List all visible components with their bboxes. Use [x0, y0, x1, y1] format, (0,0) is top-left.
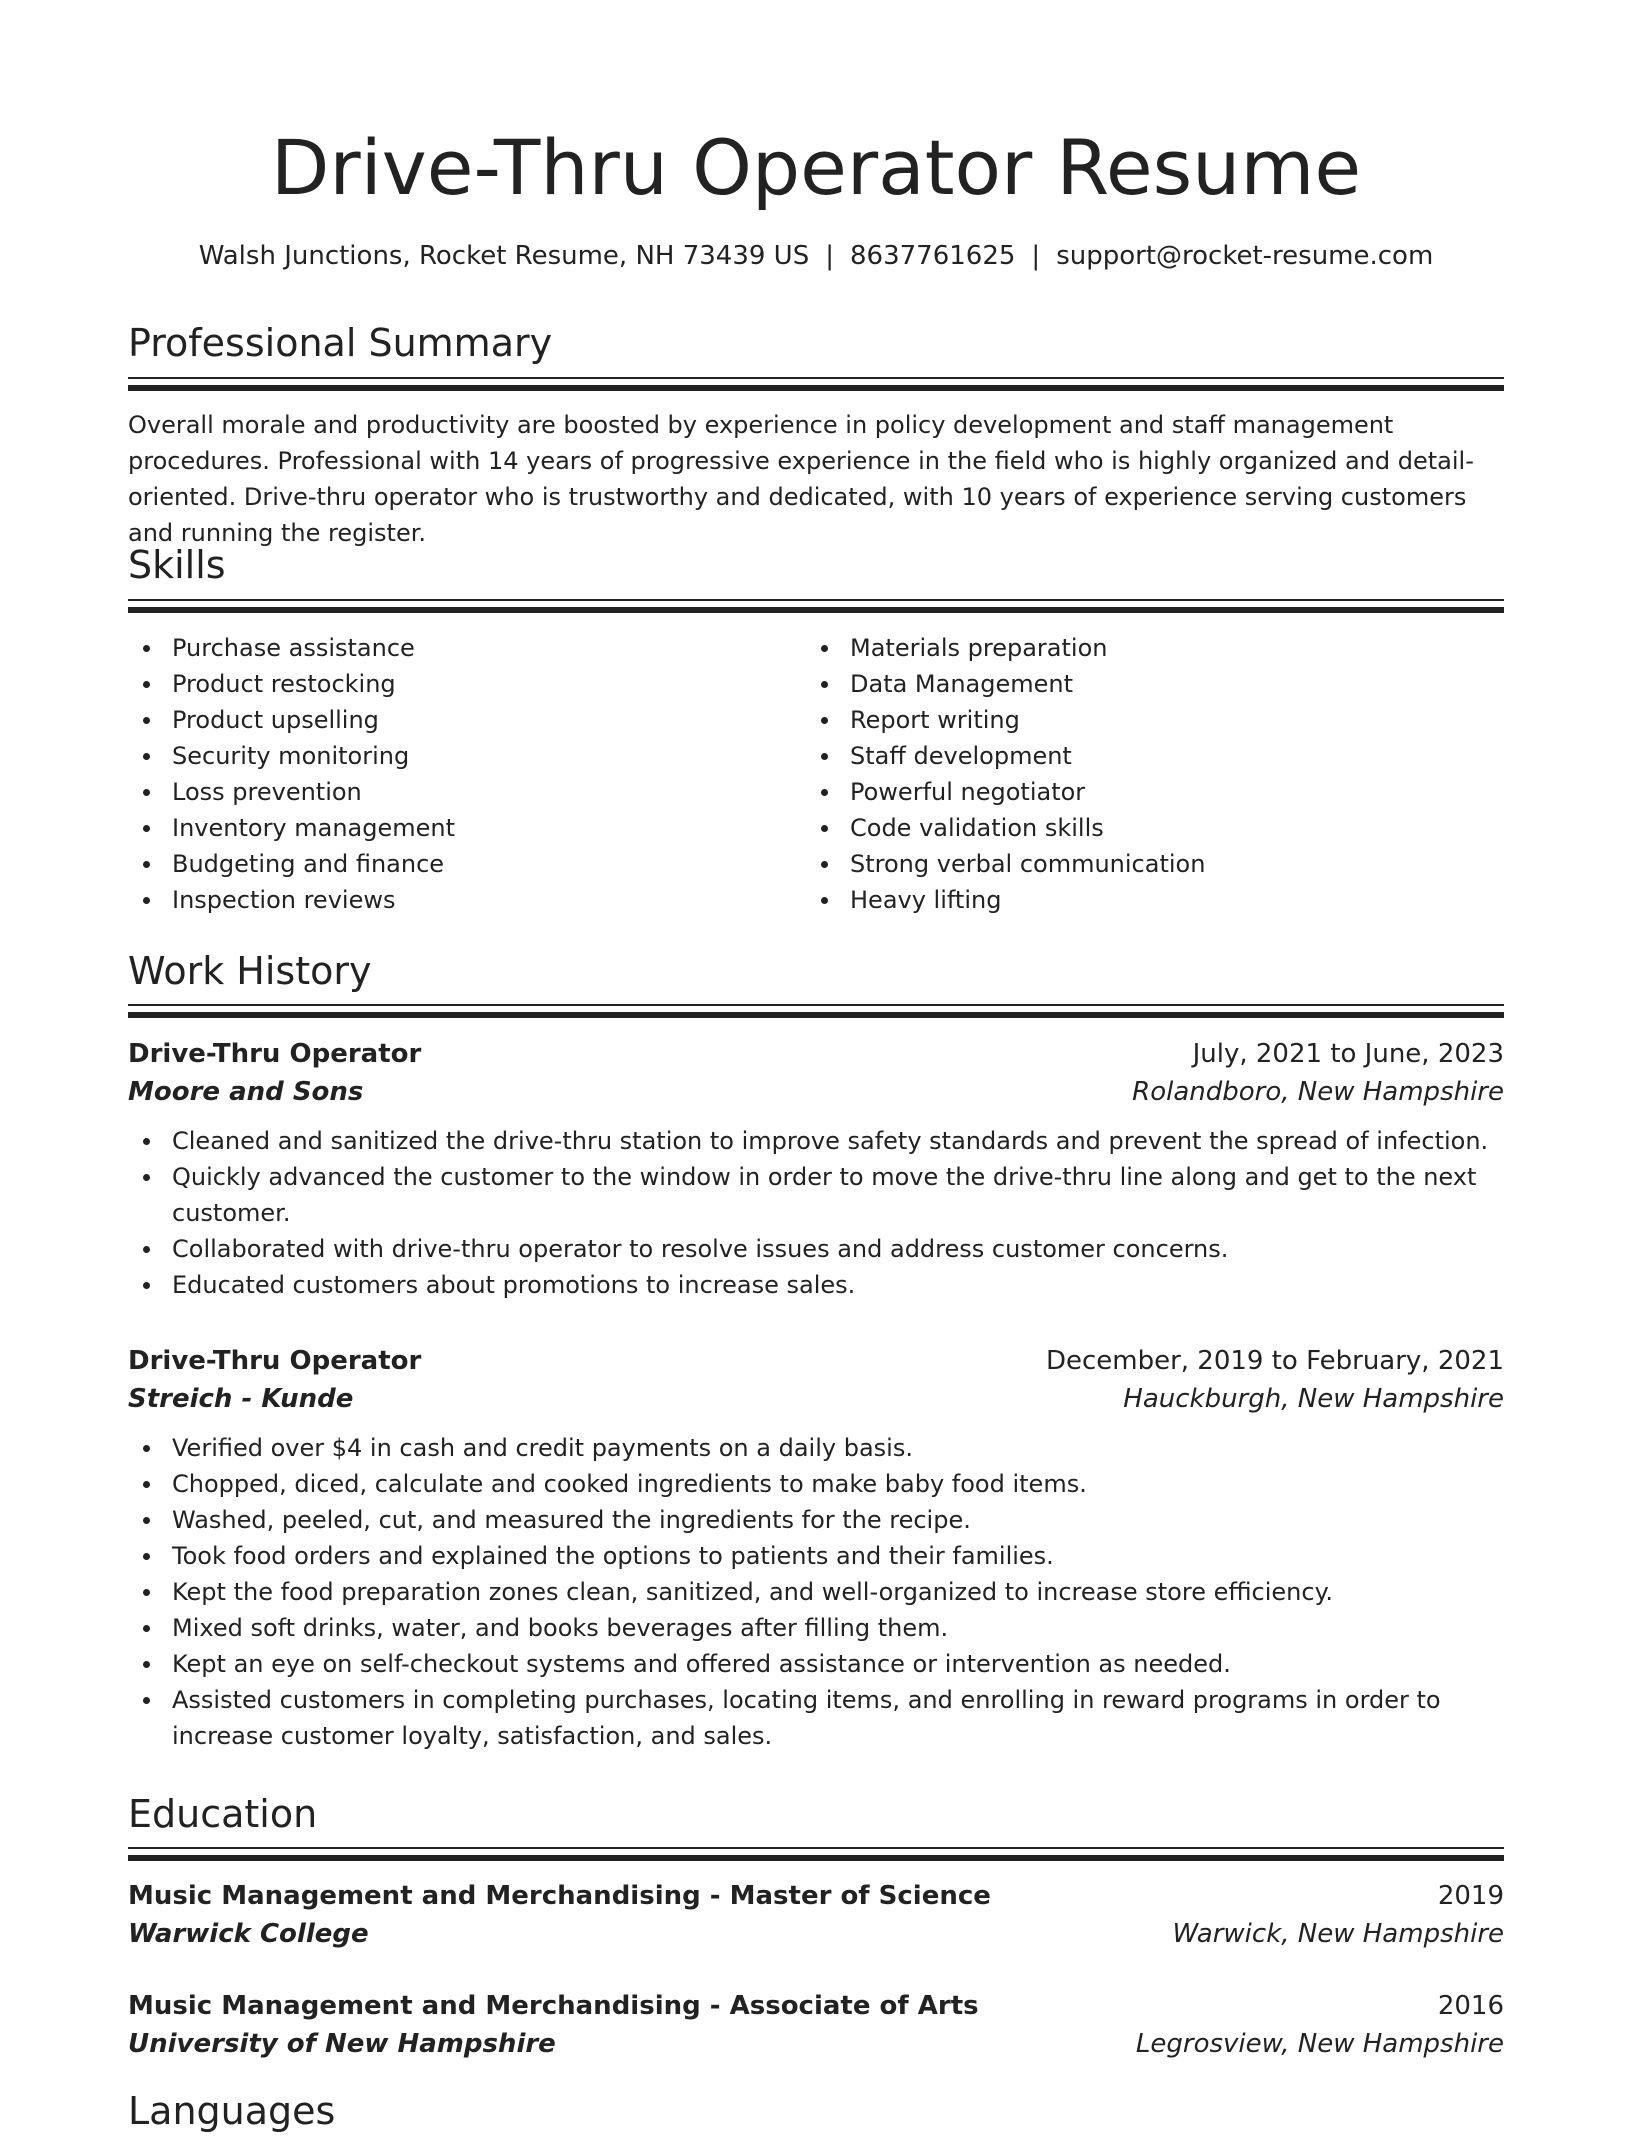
- job-entry: [128, 1342, 1504, 1754]
- education-location: Warwick, New Hampshire: [1172, 1919, 1504, 1949]
- contact-separator: |: [1031, 241, 1041, 271]
- work-section-header: [128, 946, 1504, 996]
- job-company: Moore and Sons: [128, 1077, 364, 1107]
- list-item: Assisted customers in completing purchases, locating items, and enrolling in reward programs in order to increase customer loyalty, satisfaction, and sales.: [128, 1682, 1504, 1754]
- education-section-header: [128, 1789, 1504, 1839]
- list-item: Cleaned and sanitized the drive-thru station to improve safety standards and prevent the spread of infection.: [128, 1123, 1504, 1159]
- education-school: Warwick College: [128, 1919, 369, 1949]
- education-entry: [128, 1877, 1504, 1953]
- contact-phone: 8637761625: [850, 241, 1016, 271]
- list-item: Kept the food preparation zones clean, sanitized, and well-organized to increase store efficiency.: [128, 1574, 1504, 1610]
- list-item: Materials preparation: [806, 630, 1446, 666]
- skills-column-right: [806, 630, 1446, 918]
- education-entry: [128, 1987, 1504, 2063]
- contact-line: [128, 236, 1504, 276]
- section-title: Skills: [128, 543, 226, 587]
- list-item: Loss prevention: [128, 774, 768, 810]
- section-divider: [128, 1847, 1504, 1861]
- education-degree: Music Management and Merchandising - Associate of Arts: [128, 1991, 979, 2021]
- resume-title: Drive-Thru Operator Resume: [270, 123, 1362, 212]
- list-item: Quickly advanced the customer to the window in order to move the drive-thru line along and get to the next customer.: [128, 1159, 1504, 1231]
- list-item: Inventory management: [128, 810, 768, 846]
- list-item: Report writing: [806, 702, 1446, 738]
- education-location: Legrosview, New Hampshire: [1135, 2029, 1504, 2059]
- section-title: Languages: [128, 2089, 336, 2133]
- list-item: Data Management: [806, 666, 1446, 702]
- job-title: Drive-Thru Operator: [128, 1039, 422, 1069]
- job-location: Rolandboro, New Hampshire: [1132, 1077, 1504, 1107]
- skills-column-left: [128, 630, 768, 918]
- list-item: Kept an eye on self-checkout systems and offered assistance or intervention as needed.: [128, 1646, 1504, 1682]
- list-item: Chopped, diced, calculate and cooked ingredients to make baby food items.: [128, 1466, 1504, 1502]
- section-title: Education: [128, 1792, 318, 1836]
- section-title: Work History: [128, 949, 372, 993]
- job-title: Drive-Thru Operator: [128, 1346, 422, 1376]
- summary-section-header: [128, 318, 1504, 368]
- list-item: Staff development: [806, 738, 1446, 774]
- summary-text: Overall morale and productivity are boosted by experience in policy development and staff management procedures. Professional with 14 years of progressive experience in the field who is highly organized and detail-oriented. Drive-thru operator who is trustworthy and dedicated, with 10 years of experience serving customers and running the register.: [128, 411, 1474, 547]
- list-item: Product upselling: [128, 702, 768, 738]
- list-item: Powerful negotiator: [806, 774, 1446, 810]
- section-divider: [128, 599, 1504, 613]
- contact-address: Walsh Junctions, Rocket Resume, NH 73439 US: [198, 241, 810, 271]
- list-item: Budgeting and finance: [128, 846, 768, 882]
- list-item: Purchase assistance: [128, 630, 768, 666]
- section-divider: [128, 1004, 1504, 1018]
- list-item: Took food orders and explained the options to patients and their families.: [128, 1538, 1504, 1574]
- skills-section-header: [128, 540, 1504, 590]
- contact-separator: |: [825, 241, 834, 271]
- list-item: Code validation skills: [806, 810, 1446, 846]
- education-year: 2016: [1437, 1991, 1504, 2021]
- education-year: 2019: [1437, 1881, 1504, 1911]
- list-item: Washed, peeled, cut, and measured the ingredients for the recipe.: [128, 1502, 1504, 1538]
- list-item: Security monitoring: [128, 738, 768, 774]
- contact-email[interactable]: support@rocket-resume.com: [1056, 241, 1434, 271]
- job-location: Hauckburgh, New Hampshire: [1123, 1384, 1504, 1414]
- section-divider: [128, 377, 1504, 391]
- list-item: Product restocking: [128, 666, 768, 702]
- job-entry: [128, 1035, 1504, 1303]
- list-item: Strong verbal communication: [806, 846, 1446, 882]
- list-item: Heavy lifting: [806, 882, 1446, 918]
- education-school: University of New Hampshire: [128, 2029, 556, 2059]
- list-item: Verified over $4 in cash and credit payments on a daily basis.: [128, 1430, 1504, 1466]
- list-item: Educated customers about promotions to increase sales.: [128, 1267, 1504, 1303]
- education-degree: Music Management and Merchandising - Master of Science: [128, 1881, 991, 1911]
- list-item: Collaborated with drive-thru operator to resolve issues and address customer concerns.: [128, 1231, 1504, 1267]
- job-dates: December, 2019 to February, 2021: [1045, 1346, 1504, 1376]
- list-item: Inspection reviews: [128, 882, 768, 918]
- list-item: Mixed soft drinks, water, and books beverages after filling them.: [128, 1610, 1504, 1646]
- section-title: Professional Summary: [128, 321, 553, 365]
- languages-section-header: [128, 2086, 1504, 2136]
- job-company: Streich - Kunde: [128, 1384, 354, 1414]
- job-dates: July, 2021 to June, 2023: [1192, 1039, 1504, 1069]
